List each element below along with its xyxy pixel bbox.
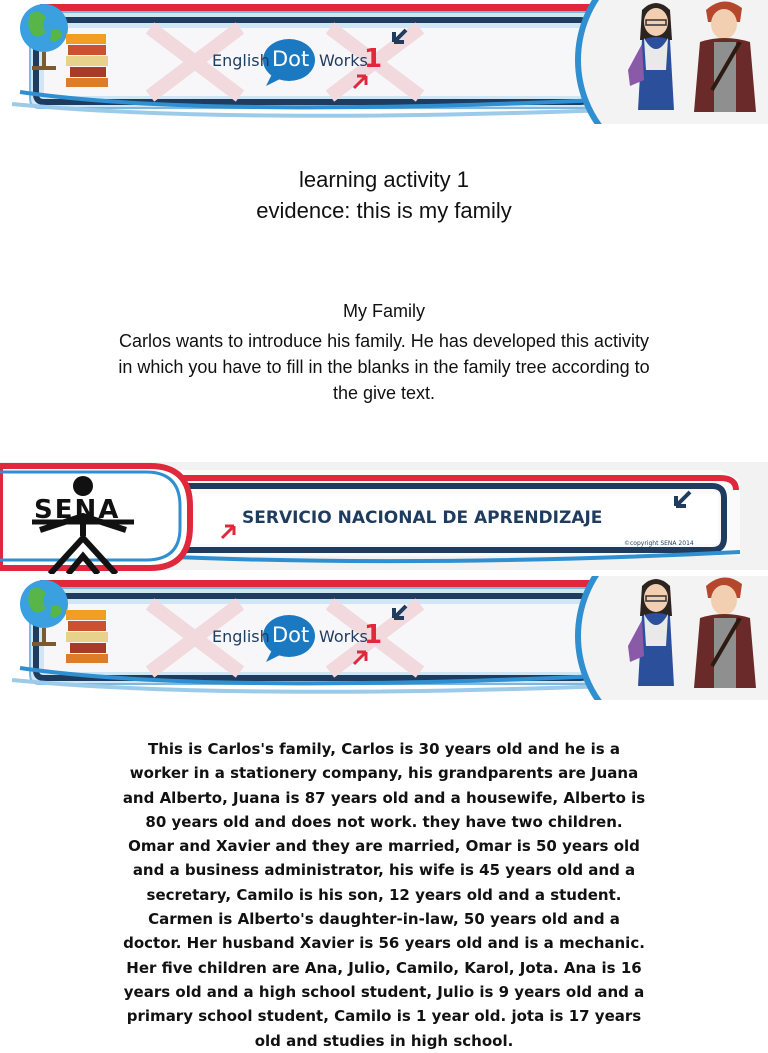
books-icon bbox=[64, 30, 112, 90]
sena-copyright: ©copyright SENA 2014 bbox=[624, 540, 694, 547]
logo-number: 1 bbox=[364, 44, 383, 74]
activity-title-line-2: evidence: this is my family bbox=[256, 198, 512, 223]
boy-character bbox=[690, 0, 766, 118]
logo-word-dot: Dot bbox=[272, 623, 310, 647]
girl-character bbox=[620, 0, 690, 118]
family-story-text: This is Carlos's family, Carlos is 30 years old and he is a worker in a stationery company, his grandparents are Juana and Alberto, Juana is 87 years old and a housewife, Alberto is 80 years old and does not work. they have two children. Omar and Xavier and they are married, Omar is 50 years old and a business administrator, his wife is 45 years old and a secretary, Camilo is his son, 12 years old and a student. Carmen is Alberto's daughter-in-law, 50 years old and a doctor. Her husband Xavier is 56 years old and is a mechanic. Her five children are Ana, Julio, Camilo, Karol, Jota. Ana is 16 years old and a high school student, Julio is 9 years old and a primary school student, Camilo is 1 year old. jota is 17 years old and studies in high school. bbox=[122, 740, 646, 1050]
activity-title bbox=[0, 164, 768, 226]
logo-word-works: Works bbox=[319, 627, 368, 646]
boy-character bbox=[690, 576, 766, 694]
intro-section bbox=[110, 298, 658, 406]
girl-character bbox=[620, 576, 690, 694]
intro-body: Carlos wants to introduce his family. He has developed this activity in which you have to fill in the blanks in the family tree according to the give text. bbox=[118, 331, 650, 403]
logo-word-works: Works bbox=[319, 51, 368, 70]
logo-number: 1 bbox=[364, 620, 383, 650]
sena-logo-text: SENA bbox=[34, 495, 121, 525]
activity-title-line-1: learning activity 1 bbox=[299, 167, 469, 192]
logo-word-english: English bbox=[212, 51, 270, 70]
logo-word-english: English bbox=[212, 627, 270, 646]
sena-banner-title: SERVICIO NACIONAL DE APRENDIZAJE bbox=[242, 508, 603, 528]
books-icon bbox=[64, 606, 112, 666]
sena-logo bbox=[28, 476, 138, 574]
intro-heading: My Family bbox=[343, 301, 425, 321]
logo-word-dot: Dot bbox=[272, 47, 310, 71]
